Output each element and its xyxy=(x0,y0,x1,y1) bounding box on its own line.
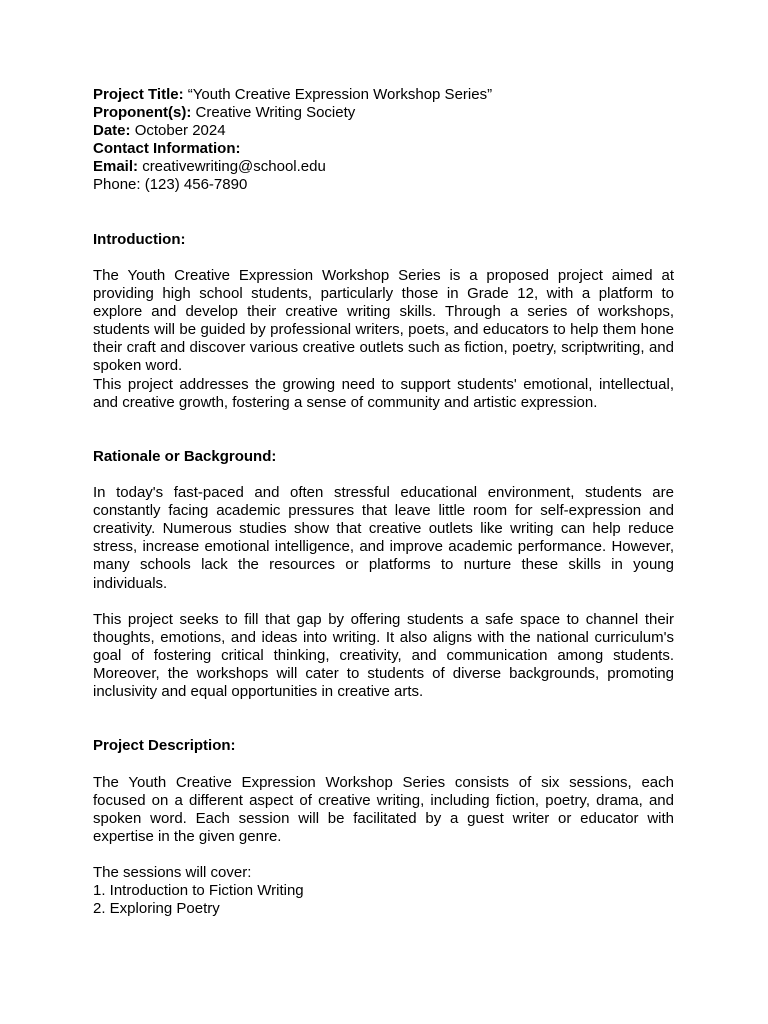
rationale-heading: Rationale or Background: xyxy=(93,447,277,465)
proponents-value: Creative Writing Society xyxy=(195,104,356,122)
phone-line: Phone: (123) 456-7890 xyxy=(93,176,248,194)
rationale-paragraph-1: In today's fast-paced and often stressful educational environment, students are constantly facing academic pressures that leave little room for self-expression and creativity. Numerous studies show that creative outlets like writing can help reduce stress, increase emotional intelligence, and improve academic performance. However, many schools lack the resources or platforms to nurture these skills in young individuals. xyxy=(93,484,674,592)
date-value: October 2024 xyxy=(134,122,226,140)
description-heading: Project Description: xyxy=(93,737,236,755)
contact-label: Contact Information: xyxy=(93,140,241,158)
email-label: Email: xyxy=(93,158,139,176)
description-paragraph-1: The Youth Creative Expression Workshop Series consists of six sessions, each focused on a different aspect of creative writing, including fiction, poetry, drama, and spoken word. Each session will be facilitated by a guest writer or educator with expertise in the given genre. xyxy=(93,773,674,845)
email-value: creativewriting@school.edu xyxy=(142,158,326,176)
project-title-value: “Youth Creative Expression Workshop Series” xyxy=(187,86,493,103)
proponents-label: Proponent(s): xyxy=(93,104,192,122)
introduction-paragraph-2: This project addresses the growing need to support students' emotional, intellectual, and creative growth, fostering a sense of community and artistic expression. xyxy=(93,375,674,411)
session-item: 2. Exploring Poetry xyxy=(93,900,220,918)
session-item: 1. Introduction to Fiction Writing xyxy=(93,882,304,900)
rationale-paragraph-2: This project seeks to fill that gap by offering students a safe space to channel their thoughts, emotions, and ideas into writing. It also aligns with the national curriculum's goal of fostering critical thinking, creativity, and communication among students. Moreover, the workshops will cater to students of diverse backgrounds, promoting inclusivity and equal opportunities in creative arts. xyxy=(93,610,674,701)
proponents-line xyxy=(93,104,674,122)
sessions-intro: The sessions will cover: xyxy=(93,864,252,882)
date-label: Date: xyxy=(93,122,131,140)
date-line xyxy=(93,122,674,140)
introduction-paragraph-1: The Youth Creative Expression Workshop Series is a proposed project aimed at providing high school students, particularly those in Grade 12, with a platform to explore and develop their creative writing skills. Through a series of workshops, students will be guided by professional writers, poets, and educators to help them hone their craft and discover various creative outlets such as fiction, poetry, scriptwriting, and spoken word. xyxy=(93,266,674,375)
document-page xyxy=(93,86,674,918)
email-line xyxy=(93,158,674,176)
project-title-label: Project Title: xyxy=(93,86,184,103)
project-title-line xyxy=(93,86,674,104)
introduction-heading: Introduction: xyxy=(93,230,186,248)
